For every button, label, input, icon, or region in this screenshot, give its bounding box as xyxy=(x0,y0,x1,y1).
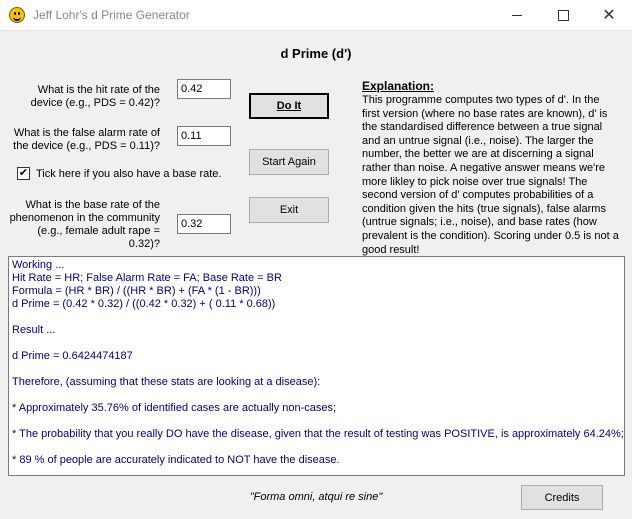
exit-button[interactable] xyxy=(249,197,329,223)
exit-label: Exit xyxy=(279,204,299,216)
output-line: Formula = (HR * BR) / ((HR * BR) + (FA * (1 - BR))) xyxy=(12,285,261,297)
output-line xyxy=(12,337,621,350)
smiley-app-icon xyxy=(9,7,25,23)
do-it-label: Do It xyxy=(276,100,302,112)
explanation-text: This programme computes two types of d'. In the first version (where no base rates are known), d' is the standardised difference between a true signal and an untrue signal (i.e., noise). The larger the number, the better we are at discerning a signal rather than noise. A negative answer means we're more likley to pick noise over true signals! The second version of d' computes probabilities of a condition given the hits (true signals), false alarms (untrue signals; i.e., noise), and base rates (how prevalent is the condition). Scoring under 0.5 is not a good result! xyxy=(362,94,619,256)
output-line: * The probability that you really DO have the disease, given that the result of testing was POSITIVE, is approximately 64.24%; xyxy=(12,428,624,440)
output-line xyxy=(12,363,621,376)
hit-rate-input[interactable] xyxy=(177,79,231,99)
motto-text: "Forma omni, atqui re sine" xyxy=(249,491,383,503)
minimize-button[interactable] xyxy=(494,0,540,30)
base-rate-label xyxy=(5,199,160,251)
output-line xyxy=(12,311,621,324)
start-again-label: Start Again xyxy=(262,156,316,168)
hit-rate-label-line1: What is the hit rate of the xyxy=(37,84,160,96)
output-line: * Approximately 35.76% of identified cases are actually non-cases; xyxy=(12,402,337,414)
base-rate-label-line1: What is the base rate of the xyxy=(25,199,160,211)
false-alarm-input[interactable] xyxy=(177,126,231,146)
output-line: * 89 % of people are accurately indicated to NOT have the disease. xyxy=(12,454,340,466)
hit-rate-label-line2: device (e.g., PDS = 0.42)? xyxy=(30,97,160,109)
close-icon: ✕ xyxy=(602,7,616,24)
close-button[interactable] xyxy=(586,0,632,30)
hit-rate-label xyxy=(20,84,160,110)
false-alarm-label-line2: the device (e.g., PDS = 0.11)? xyxy=(13,140,160,152)
minimize-icon xyxy=(512,15,522,16)
false-alarm-label-line1: What is the false alarm rate of xyxy=(13,127,160,139)
maximize-button[interactable] xyxy=(540,0,586,30)
false-alarm-label xyxy=(10,127,160,153)
base-rate-checkbox[interactable] xyxy=(17,167,30,180)
output-line: Therefore, (assuming that these stats are looking at a disease): xyxy=(12,376,321,388)
base-rate-input[interactable] xyxy=(177,214,231,234)
base-rate-label-line3: (e.g., female adult rape = 0.32)? xyxy=(37,225,160,250)
explanation-title: Explanation: xyxy=(362,79,435,93)
output-line: Result ... xyxy=(12,324,56,336)
output-line xyxy=(12,441,621,454)
page-title: d Prime (d') xyxy=(280,46,352,61)
output-line: Working ... xyxy=(12,259,65,271)
credits-label: Credits xyxy=(544,491,580,504)
start-again-button[interactable] xyxy=(249,149,329,175)
output-line xyxy=(12,415,621,428)
output-line: d Prime = (0.42 * 0.32) / ((0.42 * 0.32) + ( 0.11 * 0.68)) xyxy=(12,298,276,310)
checkmark-icon: ✔ xyxy=(18,167,29,179)
maximize-icon xyxy=(558,10,569,21)
credits-button[interactable] xyxy=(521,485,603,510)
title-bar xyxy=(0,0,632,31)
output-line: d Prime = 0.6424474187 xyxy=(12,350,133,362)
window-title: Jeff Lohr's d Prime Generator xyxy=(33,8,190,22)
output-line xyxy=(12,389,621,402)
do-it-button[interactable] xyxy=(249,93,329,119)
base-rate-checkbox-label: Tick here if you also have a base rate. xyxy=(36,168,222,180)
results-output[interactable] xyxy=(8,256,625,476)
output-line: Hit Rate = HR; False Alarm Rate = FA; Base Rate = BR xyxy=(12,272,282,284)
base-rate-label-line2: phenomenon in the community xyxy=(9,212,160,224)
